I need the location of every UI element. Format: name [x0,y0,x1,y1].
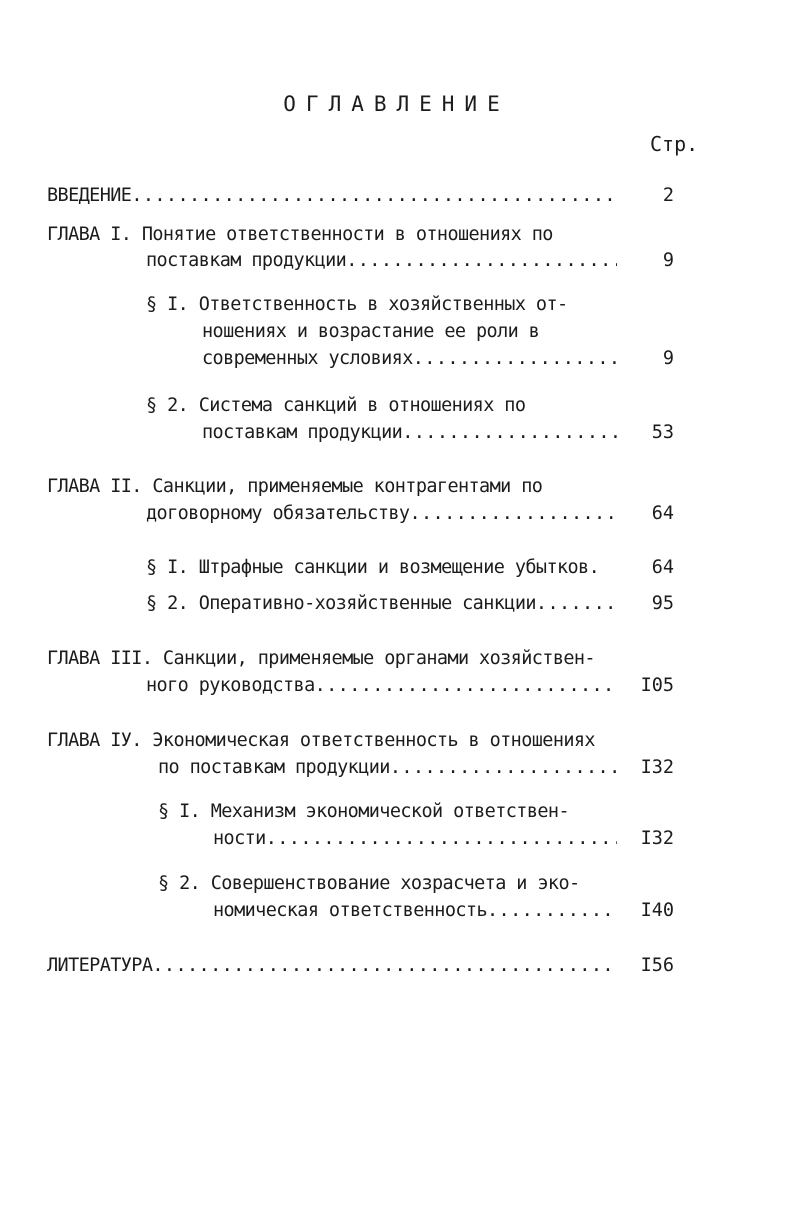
dot-leader [315,675,617,696]
entry-line: ГЛАВА II. Санкции, применяемые контрагентами по [47,476,543,497]
entry-page: I56 [640,955,674,976]
entry-page: 95 [651,593,674,614]
entry-page: I32 [640,757,674,778]
entry-title: поставкам продукции [146,250,347,271]
dot-leader [536,593,617,614]
entry-line: § 2. Совершенствование хозрасчета и эко- [158,873,580,894]
entry-page: 64 [651,503,674,524]
entry-page: 64 [651,557,674,578]
toc-entry-introduction [47,185,617,206]
entry-line: ГЛАВА I. Понятие ответственности в отношениях по [47,224,553,245]
toc-entry-ch2-section-2 [146,593,617,614]
entry-line: ношениях и возрастание ее роли в [202,321,540,342]
dot-leader [152,955,617,976]
entry-page: 9 [662,250,674,271]
dot-leader [346,250,617,271]
dot-leader [131,185,617,206]
entry-title: договорному обязательству [146,503,410,524]
toc-title: ОГЛАВЛЕНИЕ [283,92,510,116]
dot-leader [266,828,617,849]
entry-page: 2 [662,185,674,206]
entry-title: ного руководства [146,675,315,696]
entry-page: I05 [640,675,674,696]
dot-leader [487,900,617,921]
entry-title: ности [213,828,266,849]
entry-title: ЛИТЕРАТУРА [47,955,153,976]
entry-title: § 2. Оперативно-хозяйственные санкции [146,593,536,614]
entry-line: § 2. Система санкций в отношениях по [146,395,526,416]
entry-title: § I. Штрафные санкции и возмещение убытков. [146,557,600,578]
toc-entry-chapter-3 [146,675,617,696]
toc-entry-ch1-section-2 [202,422,617,443]
entry-title: ВВЕДЕНИЕ [47,185,132,206]
entry-line: § I. Ответственность в хозяйственных от- [146,294,568,315]
entry-title: по поставкам продукции [158,757,390,778]
entry-line: ГЛАВА IУ. Экономическая ответственность в отношениях [47,730,595,751]
toc-entry-ch2-section-1 [146,557,617,578]
toc-entry-chapter-4 [158,757,617,778]
entry-page: 53 [651,422,674,443]
dot-leader [402,422,617,443]
toc-entry-chapter-2 [146,503,617,524]
entry-page: I40 [640,900,674,921]
toc-entry-ch4-section-2 [213,900,617,921]
toc-entry-ch1-section-1 [202,348,617,369]
page-column-header: Стр. [650,132,699,156]
entry-line: § I. Механизм экономической ответствен- [158,801,569,822]
entry-page: I32 [640,828,674,849]
dot-leader [390,757,617,778]
toc-entry-ch4-section-1 [213,828,617,849]
toc-entry-chapter-1 [146,250,617,271]
toc-entry-literature [47,955,617,976]
entry-line: ГЛАВА III. Санкции, применяемые органами хозяйствен- [47,648,595,669]
dot-leader [409,503,617,524]
entry-title: поставкам продукции [202,422,403,443]
dot-leader [413,348,617,369]
entry-page: 9 [662,348,674,369]
entry-title: современных условиях [202,348,413,369]
entry-title: номическая ответственность [213,900,487,921]
